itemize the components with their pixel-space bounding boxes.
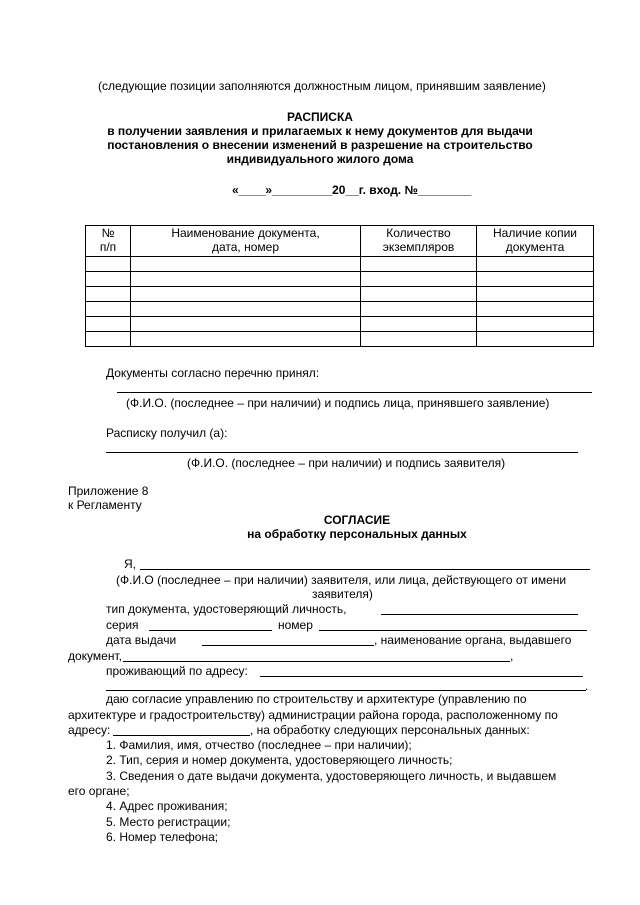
- table-cell: [86, 287, 131, 302]
- consent-item-3: 3. Сведения о дате выдачи документа, удостоверяющего личность, и выдавшем: [106, 769, 557, 783]
- doc-type-label: тип документа, удостоверяющий личность,: [106, 602, 347, 616]
- series-label: серия: [106, 618, 139, 632]
- consent-item-3-cont: его органе;: [68, 784, 130, 798]
- table-cell: [86, 257, 131, 272]
- receipt-subtitle-line-2: постановления о внесении изменений в разрешение на строительство: [107, 138, 533, 152]
- table-cell: [361, 287, 477, 302]
- documents-table: [85, 225, 594, 347]
- table-cell: [131, 302, 361, 317]
- table-cell: [477, 287, 594, 302]
- consent-text-3a: адресу:: [68, 723, 111, 737]
- consent-address-line: [113, 735, 250, 736]
- table-row: [86, 257, 594, 272]
- table-cell: [361, 317, 477, 332]
- receipt-date-line: «____»_________20__г. вход. №________: [232, 183, 472, 197]
- consent-item-6: 6. Номер телефона;: [106, 830, 219, 844]
- accepted-caption: (Ф.И.О. (последнее – при наличии) и подпись лица, принявшего заявление): [126, 396, 550, 410]
- issuer-line: [123, 661, 510, 662]
- address-line-1: [260, 676, 583, 677]
- table-cell: [86, 272, 131, 287]
- consent-subtitle: на обработку персональных данных: [247, 527, 467, 541]
- appendix-line-2: к Регламенту: [68, 498, 142, 512]
- table-cell: [131, 287, 361, 302]
- table-cell: [86, 332, 131, 347]
- consent-item-2: 2. Тип, серия и номер документа, удостоверяющего личность;: [106, 753, 453, 767]
- table-cell: [131, 317, 361, 332]
- received-signature-line: [106, 452, 578, 453]
- table-cell: [361, 257, 477, 272]
- consent-item-1: 1. Фамилия, имя, отчество (последнее – при наличии);: [106, 738, 412, 752]
- issue-date-label: дата выдачи: [106, 633, 177, 647]
- number-line: [319, 630, 587, 631]
- col-header-doc-name: Наименование документа, дата, номер: [131, 226, 361, 257]
- address-line-2: [106, 690, 586, 691]
- consent-item-4: 4. Адрес проживания;: [106, 799, 228, 813]
- consent-text-2: архитектуре и градостроительству) администрации района города, расположенному по: [68, 708, 558, 722]
- table-cell: [131, 257, 361, 272]
- table-cell: [361, 332, 477, 347]
- header-note: (следующие позиции заполняются должностным лицом, принявшим заявление): [98, 79, 546, 93]
- table-row: [86, 332, 594, 347]
- table-cell: [361, 272, 477, 287]
- accepted-label: Документы согласно перечню принял:: [106, 366, 320, 380]
- issuer-label: , наименование органа, выдавшего: [374, 633, 572, 647]
- issue-date-line: [202, 645, 374, 646]
- receipt-title: РАСПИСКА: [287, 110, 353, 124]
- table-cell: [131, 332, 361, 347]
- table-cell: [477, 332, 594, 347]
- consent-item-5: 5. Место регистрации;: [106, 815, 231, 829]
- document-word: документ,: [68, 649, 122, 663]
- accepted-signature-line: [117, 392, 592, 393]
- col-header-number: № п/п: [86, 226, 131, 257]
- col-header-quantity: Количество экземпляров: [361, 226, 477, 257]
- table-cell: [477, 257, 594, 272]
- consent-fio-caption-1: (Ф.И.О (последнее – при наличии) заявителя, или лица, действующего от имени: [116, 573, 567, 587]
- table-cell: [477, 302, 594, 317]
- series-line: [149, 630, 272, 631]
- table-cell: [131, 272, 361, 287]
- address-period: .: [585, 679, 589, 693]
- table-cell: [86, 302, 131, 317]
- table-cell: [477, 317, 594, 332]
- consent-title: СОГЛАСИЕ: [323, 513, 391, 527]
- table-cell: [477, 272, 594, 287]
- consent-i-label: Я,: [124, 557, 136, 571]
- appendix-line-1: Приложение 8: [68, 484, 149, 498]
- consent-fio-line: [140, 569, 590, 570]
- receipt-subtitle-line-1: в получении заявления и прилагаемых к нему документов для выдачи: [107, 124, 533, 138]
- consent-text-1: даю согласие управлению по строительству и архитектуре (управлению по: [106, 692, 527, 706]
- table-row: [86, 287, 594, 302]
- received-caption: (Ф.И.О. (последнее – при наличии) и подпись заявителя): [187, 456, 506, 470]
- col-header-copy: Наличие копии документа: [477, 226, 594, 257]
- receipt-subtitle-line-3: индивидуального жилого дома: [226, 152, 414, 166]
- table-header-row: [86, 226, 594, 257]
- received-label: Расписку получил (а):: [106, 426, 228, 440]
- table-row: [86, 317, 594, 332]
- consent-fio-caption-2: заявителя): [312, 587, 373, 601]
- issuer-comma: ,: [510, 649, 514, 663]
- consent-text-3b: , на обработку следующих персональных данных:: [250, 723, 530, 737]
- table-cell: [86, 317, 131, 332]
- doc-type-line: [381, 614, 578, 615]
- number-label: номер: [278, 618, 313, 632]
- table-cell: [361, 302, 477, 317]
- table-row: [86, 302, 594, 317]
- address-label: проживающий по адресу:: [106, 664, 248, 678]
- table-row: [86, 272, 594, 287]
